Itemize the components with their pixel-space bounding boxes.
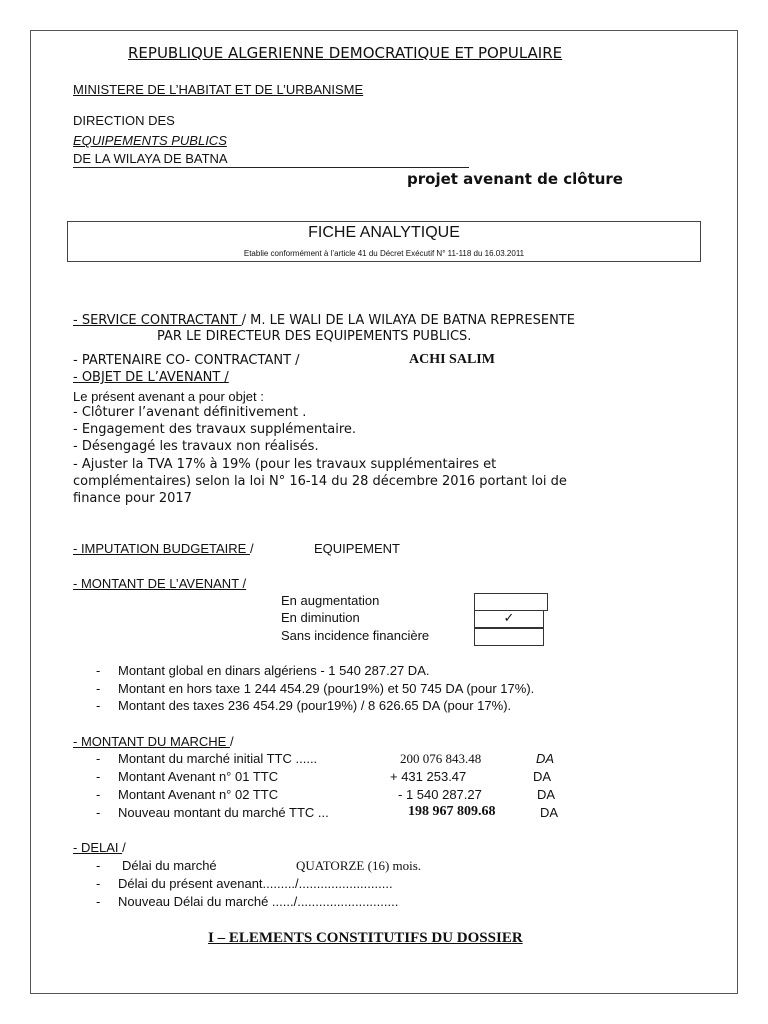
direction-line-3: DE LA WILAYA DE BATNA xyxy=(73,151,228,166)
marche-value-4: 198 967 809.68 xyxy=(408,804,496,819)
marche-label-3: Montant Avenant n° 02 TTC xyxy=(118,787,279,802)
imputation-line xyxy=(73,541,254,556)
marche-dash-4: - xyxy=(96,805,101,820)
project-title: projet avenant de clôture xyxy=(407,170,623,188)
checkbox-augmentation[interactable] xyxy=(474,593,548,611)
imputation-sep: / xyxy=(249,541,254,556)
objet-tva-2: complémentaires) selon la loi N° 16-14 du 28 décembre 2016 portant loi de xyxy=(73,474,567,489)
marche-unit-3: DA xyxy=(537,787,556,802)
objet-item-1: - Clôturer l’avenant définitivement . xyxy=(73,405,307,420)
montant-line-2: Montant en hors taxe 1 244 454.29 (pour19%) et 50 745 DA (pour 17%). xyxy=(118,681,535,696)
objet-item-2: - Engagement des travaux supplémentaire. xyxy=(73,422,357,437)
marche-value-3: - 1 540 287.27 xyxy=(398,787,482,802)
delai-label-1: Délai du marché xyxy=(122,858,217,873)
montant-marche-sep: / xyxy=(229,734,234,749)
marche-unit-4: DA xyxy=(540,805,559,820)
montant-avenant-label: - MONTANT DE L’AVENANT / xyxy=(73,576,247,591)
montant-dash-1: - xyxy=(96,663,101,678)
objet-tva-1: - Ajuster la TVA 17% à 19% (pour les travaux supplémentaires et xyxy=(73,457,497,472)
marche-dash-3: - xyxy=(96,787,101,802)
imputation-label: - IMPUTATION BUDGETAIRE xyxy=(73,541,250,556)
marche-label-4: Nouveau montant du marché TTC ... xyxy=(118,805,329,820)
montant-dash-2: - xyxy=(96,681,101,696)
delai-dash-3: - xyxy=(96,894,101,909)
service-sep: / xyxy=(241,313,251,328)
checkbox-sans-incidence[interactable] xyxy=(474,628,544,646)
marche-dash-1: - xyxy=(96,751,101,766)
montant-marche-label: - MONTANT DU MARCHE xyxy=(73,734,230,749)
option-sans-incidence: Sans incidence financière xyxy=(281,628,430,643)
objet-tva-3: finance pour 2017 xyxy=(73,491,192,506)
delai-label: - DELAI xyxy=(73,840,123,855)
page-frame xyxy=(30,30,738,994)
fiche-subtitle: Etablie conformément à l’article 41 du Décret Exécutif N° 11-118 du 16.03.2011 xyxy=(243,249,525,258)
direction-underline xyxy=(73,167,469,168)
marche-label-1: Montant du marché initial TTC ...... xyxy=(118,751,318,766)
delai-dash-2: - xyxy=(96,876,101,891)
montant-dash-3: - xyxy=(96,698,101,713)
direction-line-1: DIRECTION DES xyxy=(73,113,175,128)
delai-label-3: Nouveau Délai du marché ....../............................ xyxy=(118,894,399,909)
delai-label-2: Délai du présent avenant........./.......................... xyxy=(118,876,393,891)
objet-item-3: - Désengagé les travaux non réalisés. xyxy=(73,439,319,454)
republic-title: REPUBLIQUE ALGERIENNE DEMOCRATIQUE ET POPULAIRE xyxy=(128,44,563,62)
marche-value-1: 200 076 843.48 xyxy=(400,751,482,766)
option-diminution: En diminution xyxy=(281,610,360,625)
direction-line-2: EQUIPEMENTS PUBLICS xyxy=(73,133,227,148)
service-line-1 xyxy=(73,313,575,328)
delai-heading xyxy=(73,840,126,855)
objet-intro: Le présent avenant a pour objet : xyxy=(73,389,264,404)
delai-value-1: QUATORZE (16) mois. xyxy=(296,858,422,873)
ministry-label: MINISTERE DE L’HABITAT ET DE L’URBANISME xyxy=(73,82,364,97)
marche-unit-2: DA xyxy=(533,769,552,784)
marche-label-2: Montant Avenant n° 01 TTC xyxy=(118,769,279,784)
checkbox-diminution[interactable] xyxy=(474,610,544,628)
montant-line-3: Montant des taxes 236 454.29 (pour19%) / 8 626.65 DA (pour 17%). xyxy=(118,698,512,713)
imputation-value: EQUIPEMENT xyxy=(314,541,400,556)
montant-line-1: Montant global en dinars algériens - 1 540 287.27 DA. xyxy=(118,663,430,678)
delai-dash-1: - xyxy=(96,858,101,873)
objet-label: - OBJET DE L’AVENANT / xyxy=(73,370,229,385)
partenaire-label: - PARTENAIRE CO- CONTRACTANT / xyxy=(73,353,300,368)
fiche-title: FICHE ANALYTIQUE xyxy=(308,224,460,241)
marche-dash-2: - xyxy=(96,769,101,784)
marche-value-2: + 431 253.47 xyxy=(390,769,467,784)
partenaire-value: ACHI SALIM xyxy=(409,352,495,367)
section-title: I – ELEMENTS CONSTITUTIFS DU DOSSIER xyxy=(208,930,523,946)
service-value-2: PAR LE DIRECTEUR DES EQUIPEMENTS PUBLICS. xyxy=(157,329,472,344)
service-value-1: M. LE WALI DE LA WILAYA DE BATNA REPRESENTE xyxy=(250,313,575,328)
fiche-box xyxy=(67,221,701,262)
montant-marche-heading xyxy=(73,734,234,749)
marche-unit-1: DA xyxy=(536,751,555,766)
check-icon: ✓ xyxy=(503,611,515,626)
option-augmentation: En augmentation xyxy=(281,593,380,608)
service-label: - SERVICE CONTRACTANT xyxy=(73,313,242,328)
delai-sep: / xyxy=(122,840,126,855)
